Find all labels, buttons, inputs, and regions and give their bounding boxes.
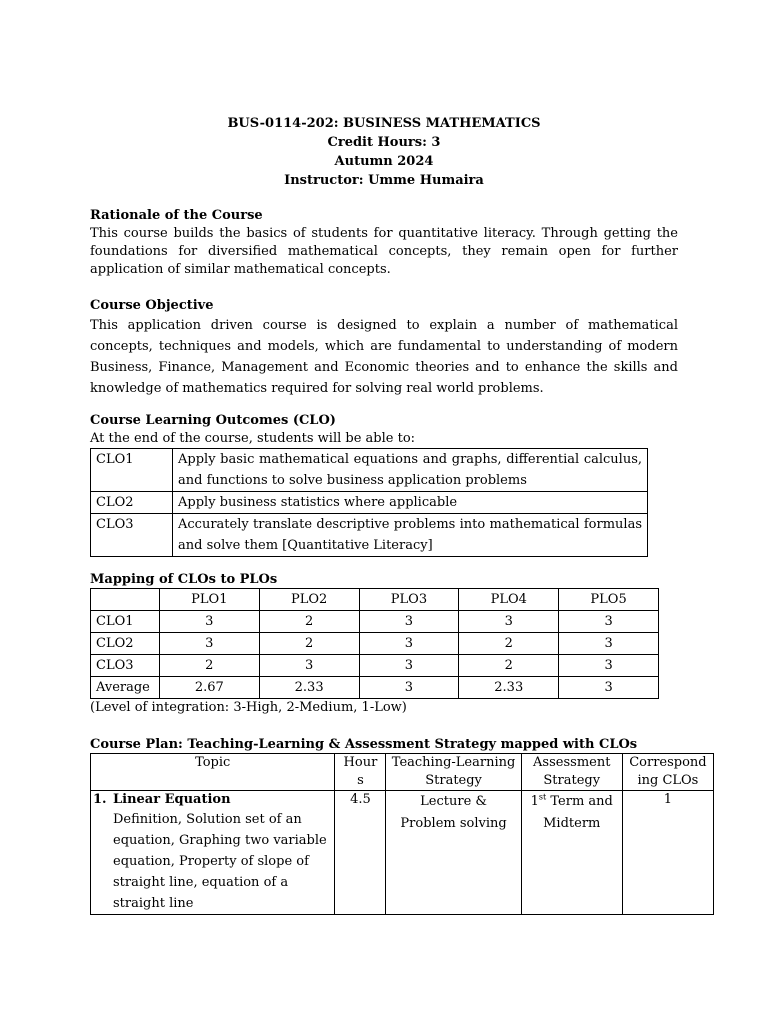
header-line: Strategy	[543, 773, 601, 788]
table-cell: 2	[159, 655, 259, 677]
table-cell: 3	[559, 611, 659, 633]
term: Autumn 2024	[334, 154, 434, 169]
clo-id: CLO1	[91, 449, 173, 492]
column-header-hours	[335, 754, 386, 791]
topic-description: Definition, Solution set of an equation, Graphing two variable equation, Property of slope of straight line, equation of a straight line	[113, 812, 327, 911]
table-cell: 2.33	[259, 677, 359, 699]
clo-id: CLO2	[91, 492, 173, 514]
header-line: Strategy	[425, 773, 482, 788]
column-header: PLO1	[159, 589, 259, 611]
clo-id: CLO3	[91, 514, 173, 557]
column-header: PLO5	[559, 589, 659, 611]
column-header: PLO3	[359, 589, 459, 611]
assessment-num: 1	[530, 794, 539, 809]
mapping-table	[90, 588, 659, 699]
credit-hours: Credit Hours: 3	[327, 135, 441, 150]
table-cell: 3	[359, 677, 459, 699]
plan-table	[90, 753, 714, 915]
rationale-body: This course builds the basics of students for quantitative literacy. Through getting the foundations for diversified mathematical concepts, they remain open for further application of similar mathematical concepts.	[90, 226, 678, 277]
integration-note: (Level of integration: 3-High, 2-Medium, 1-Low)	[90, 700, 407, 715]
table-row	[91, 655, 659, 677]
clo-text: Accurately translate descriptive problems into mathematical formulas and solve them [Quantitative Literacy]	[173, 514, 648, 557]
header-line: ing CLOs	[637, 773, 699, 788]
topic-title-text: Linear Equation	[113, 792, 231, 807]
clos-cell: 1	[622, 791, 713, 915]
column-header	[91, 589, 160, 611]
mapping-heading: Mapping of CLOs to PLOs	[90, 572, 278, 587]
table-cell: 2	[259, 611, 359, 633]
objective-heading: Course Objective	[90, 298, 214, 313]
assessment-cell	[521, 791, 622, 915]
table-cell: 2	[459, 633, 559, 655]
column-header-assessment	[521, 754, 622, 791]
table-cell: 3	[159, 611, 259, 633]
header-line: Hour	[343, 755, 378, 770]
table-cell: 3	[359, 655, 459, 677]
column-header-topic: Topic	[91, 754, 335, 791]
table-cell: Average	[91, 677, 160, 699]
table-header-row	[91, 754, 714, 791]
header-line: Teaching-Learning	[391, 755, 516, 770]
course-title: BUS-0114-202: BUSINESS MATHEMATICS	[227, 116, 541, 131]
instructor: Instructor: Umme Humaira	[284, 173, 484, 188]
table-cell: 2.33	[459, 677, 559, 699]
table-row	[91, 677, 659, 699]
table-cell: 3	[259, 655, 359, 677]
topic-number: 1.	[93, 792, 107, 807]
table-cell: 3	[559, 655, 659, 677]
topic-cell	[91, 791, 335, 915]
table-cell: 2	[259, 633, 359, 655]
clo-text: Apply business statistics where applicable	[173, 492, 648, 514]
clo-text: Apply basic mathematical equations and graphs, differential calculus, and functions to solve business application problems	[173, 449, 648, 492]
column-header-teaching	[386, 754, 521, 791]
course-header	[90, 114, 678, 190]
table-cell: 2.67	[159, 677, 259, 699]
clo-table	[90, 448, 648, 557]
header-line: Correspond	[629, 755, 707, 770]
rationale-heading: Rationale of the Course	[90, 208, 263, 223]
table-cell: 3	[559, 633, 659, 655]
topic-title	[93, 791, 332, 809]
table-row	[91, 492, 648, 514]
objective-body: This application driven course is designed to explain a number of mathematical concepts, techniques and models, which are fundamental to understanding of modern Business, Finance, Management and Economic theories and to enhance the skills and knowledge of mathematics required for solving real world problems.	[90, 318, 678, 396]
document-page	[90, 114, 707, 915]
table-header-row	[91, 589, 659, 611]
table-row	[91, 791, 714, 915]
assessment-text: Term and Midterm	[543, 794, 613, 831]
assessment-sup: st	[538, 792, 547, 802]
table-row	[91, 611, 659, 633]
clo-intro: At the end of the course, students will be able to:	[90, 431, 416, 446]
table-cell: 3	[359, 611, 459, 633]
column-header-clos	[622, 754, 713, 791]
column-header: PLO2	[259, 589, 359, 611]
table-row	[91, 514, 648, 557]
table-cell: 3	[359, 633, 459, 655]
table-cell: 3	[559, 677, 659, 699]
hours-cell: 4.5	[335, 791, 386, 915]
header-line: Assessment	[533, 755, 611, 770]
teaching-cell: Lecture & Problem solving	[386, 791, 521, 915]
table-cell: 3	[159, 633, 259, 655]
table-cell: CLO2	[91, 633, 160, 655]
table-cell: CLO1	[91, 611, 160, 633]
table-row	[91, 449, 648, 492]
plan-heading: Course Plan: Teaching-Learning & Assessment Strategy mapped with CLOs	[90, 737, 638, 752]
table-cell: 2	[459, 655, 559, 677]
column-header: PLO4	[459, 589, 559, 611]
clo-heading: Course Learning Outcomes (CLO)	[90, 413, 336, 428]
table-row	[91, 633, 659, 655]
header-line: s	[357, 773, 364, 788]
table-cell: 3	[459, 611, 559, 633]
table-cell: CLO3	[91, 655, 160, 677]
